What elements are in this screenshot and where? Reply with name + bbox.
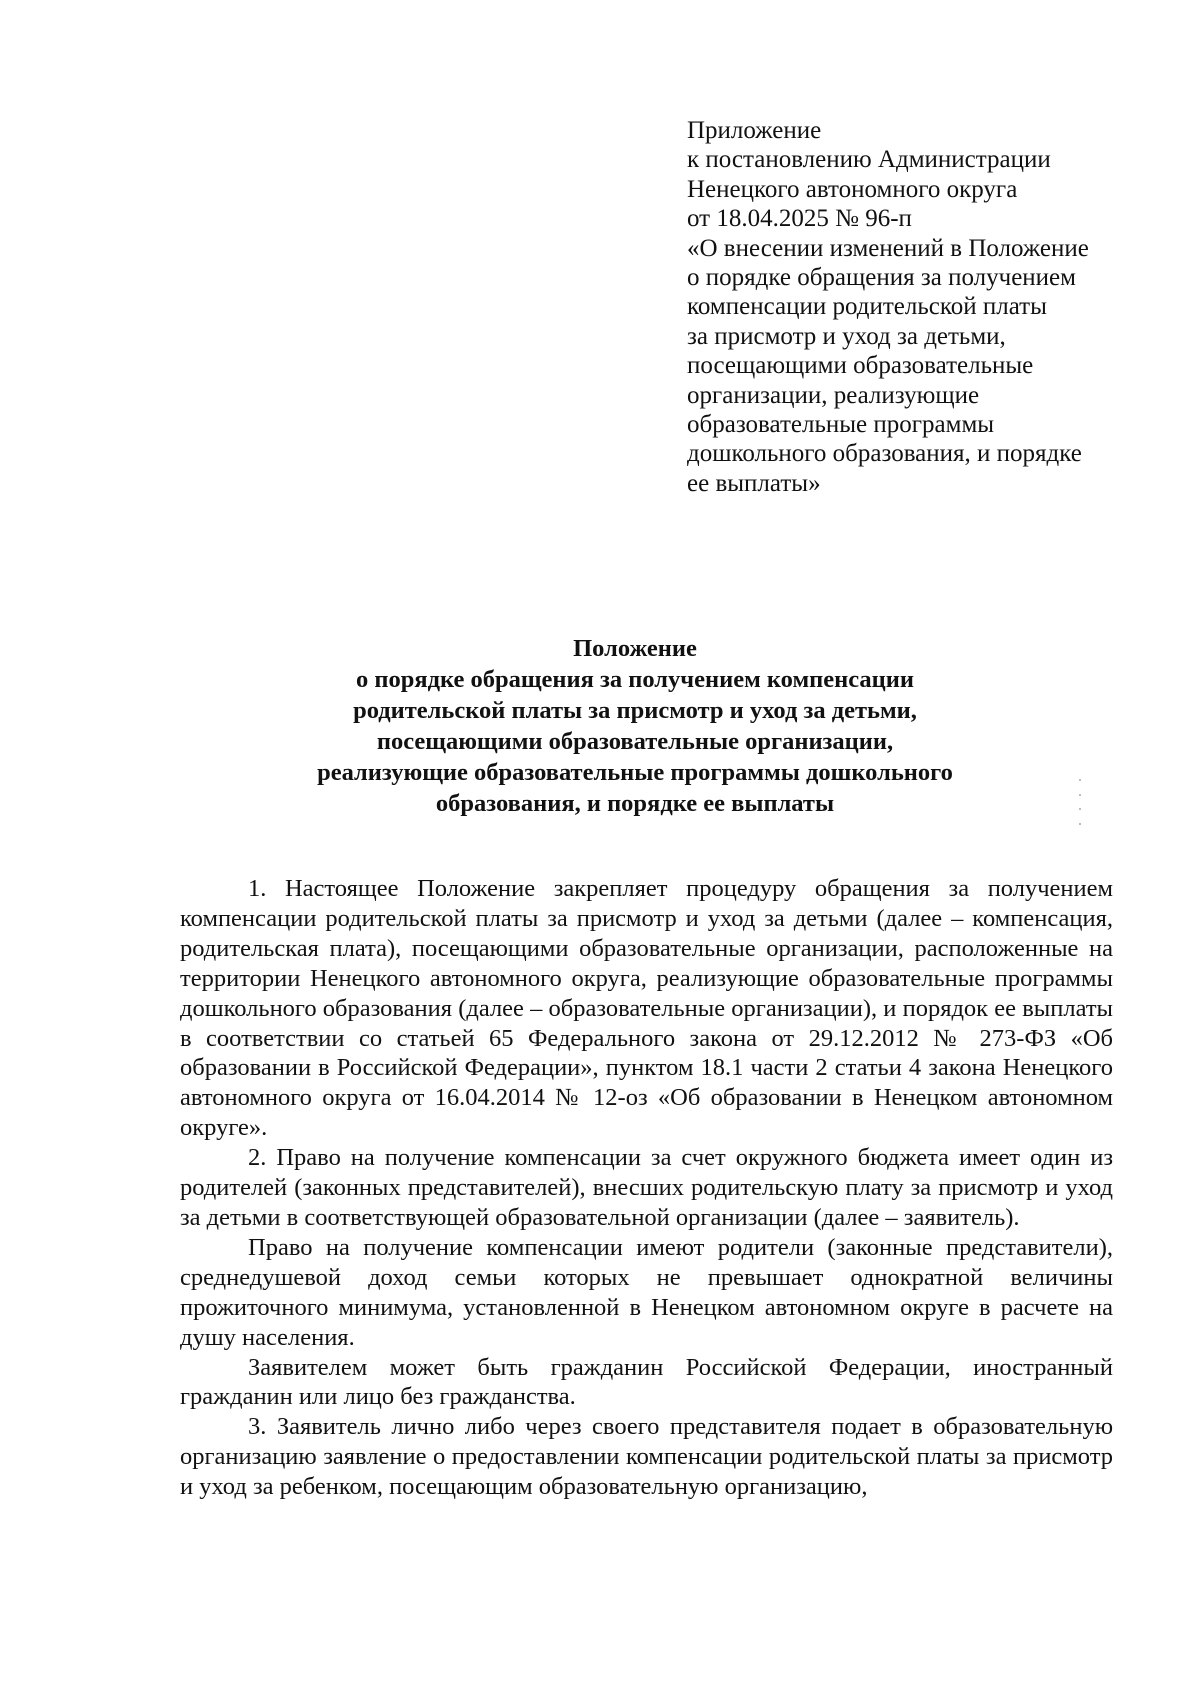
appendix-header: [687, 116, 1107, 498]
margin-dot: [1079, 794, 1081, 796]
appendix-line: к постановлению Администрации: [687, 146, 1051, 174]
margin-dot: [1079, 823, 1081, 825]
title-line: образования, и порядке ее выплаты: [435, 790, 835, 817]
body-paragraph: 2. Право на получение компенсации за счет окружного бюджета имеет один из родителей (законных представителей), внесших родительскую плату за присмотр и уход за детьми в соответствующей образовательной организации (далее – заявитель).: [180, 1144, 1113, 1231]
body-paragraph: 1. Настоящее Положение закрепляет процедуру обращения за получением компенсации родительской платы за присмотр и уход за детьми (далее – компенсация, родительская плата), посещающими образовательные организации, расположенные на территории Ненецкого автономного округа, реализующие образовательные программы дошкольного образования (далее – образовательные организации), и порядок ее выплаты в соответствии со статьей 65 Федерального закона от 29.12.2012 № 273-ФЗ «Об образовании в Российской Федерации», пунктом 18.1 части 2 статьи 4 закона Ненецкого автономного округа от 16.04.2014 № 12-оз «Об образовании в Ненецком автономном округе».: [180, 875, 1113, 1142]
appendix-line: организации, реализующие: [687, 381, 980, 409]
appendix-line: за присмотр и уход за детьми,: [687, 322, 1006, 350]
body-paragraph: Заявителем может быть гражданин Российской Федерации, иностранный гражданин или лицо без гражданства.: [180, 1353, 1113, 1411]
title-line: Положение: [573, 635, 697, 662]
document-title: [240, 633, 1030, 819]
appendix-line: Ненецкого автономного округа: [687, 175, 1018, 203]
title-line: посещающими образовательные организации,: [376, 728, 894, 755]
body-paragraph: 3. Заявитель лично либо через своего представителя подает в образовательную организацию заявление о предоставлении компенсации родительской платы за присмотр и уход за ребенком, посещающим образовательную организацию,: [180, 1413, 1113, 1501]
margin-dot: [1079, 808, 1081, 810]
margin-marks: [1079, 779, 1081, 825]
appendix-line: посещающими образовательные: [687, 352, 1034, 380]
appendix-line: о порядке обращения за получением: [687, 264, 1076, 292]
appendix-line: компенсации родительской платы: [687, 293, 1047, 321]
title-line: реализующие образовательные программы дошкольного: [317, 759, 953, 786]
appendix-line: Приложение: [687, 117, 822, 144]
body-paragraph: Право на получение компенсации имеют родители (законные представители), среднедушевой доход семьи которых не превышает однократной величины прожиточного минимума, установленной в Ненецком автономном округе в расчете на душу населения.: [180, 1233, 1113, 1351]
appendix-line: дошкольного образования, и порядке: [687, 440, 1082, 468]
document-body: [180, 874, 1113, 1502]
title-line: о порядке обращения за получением компенсации: [355, 666, 915, 693]
appendix-line: от 18.04.2025 № 96-п: [687, 205, 912, 233]
appendix-line: образовательные программы: [687, 411, 995, 439]
title-line: родительской платы за присмотр и уход за детьми,: [353, 697, 917, 724]
margin-dot: [1079, 779, 1081, 781]
appendix-line: «О внесении изменений в Положение: [687, 234, 1089, 262]
appendix-line: ее выплаты»: [687, 469, 821, 497]
